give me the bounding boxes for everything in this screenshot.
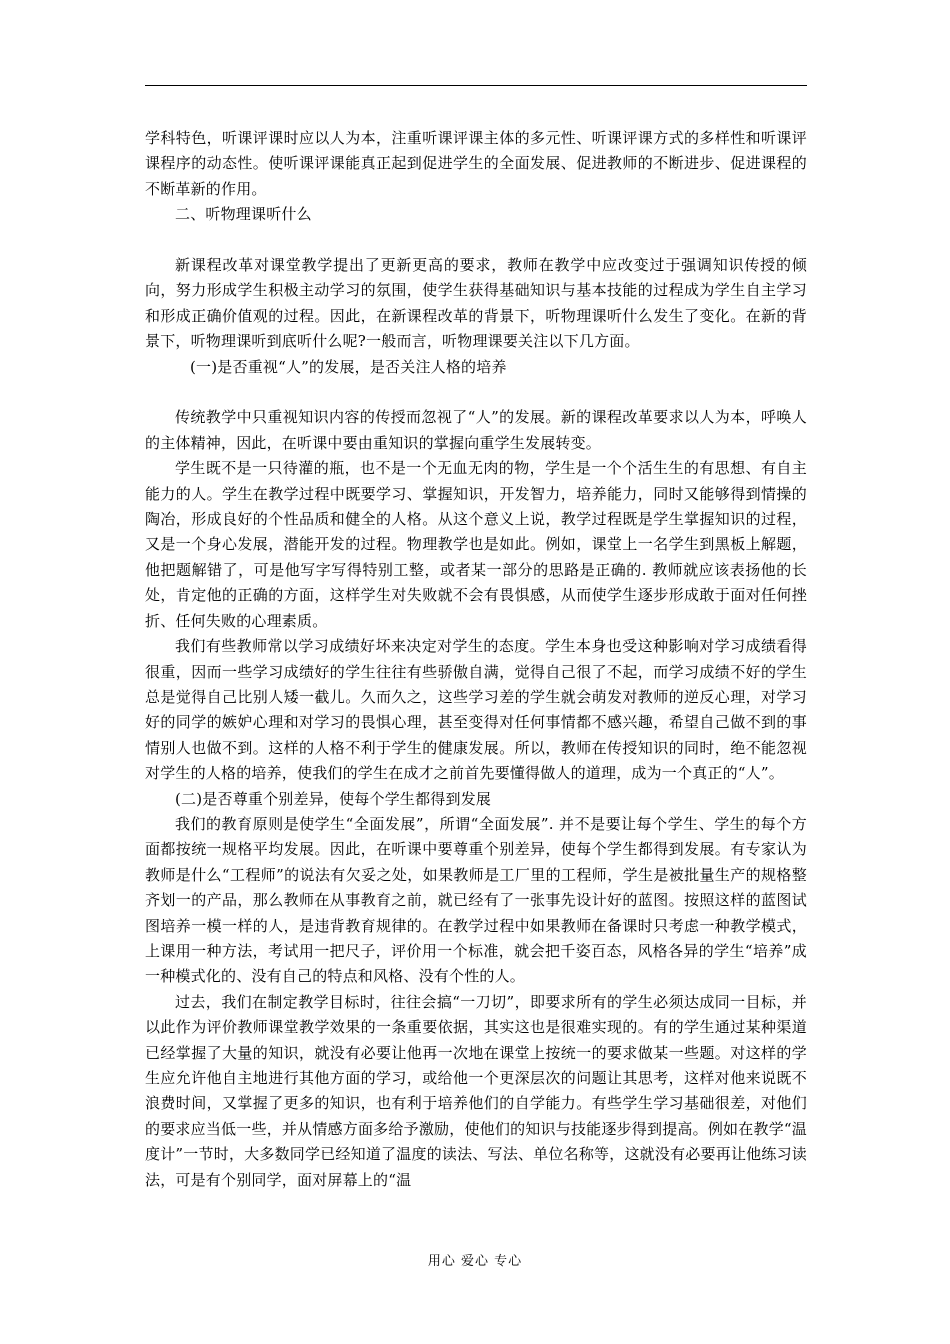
document-body — [145, 126, 807, 1193]
header-rule — [145, 85, 807, 86]
paragraph: 我们有些教师常以学习成绩好坏来决定对学生的态度。学生本身也受这种影响对学习成绩看得很重，因而一些学习成绩好的学生往往有些骄傲自满，觉得自己很了不起，而学习成绩不好的学生总是觉得自己比别人矮一截儿。久而久之，这些学习差的学生就会萌发对教师的逆反心理，对学习好的同学的嫉妒心理和对学习的畏惧心理，甚至变得对任何事情都不感兴趣，希望自己做不到的事情别人也做不到。这样的人格不利于学生的健康发展。所以，教师在传授知识的同时，绝不能忽视对学生的人格的培养，使我们的学生在成才之前首先要懂得做人的道理，成为一个真正的“人”。 — [145, 637, 807, 783]
paragraph: 过去，我们在制定教学目标时，往往会搞“一刀切”，即要求所有的学生必须达成同一目标，并以此作为评价教师课堂教学效果的一条重要依据，其实这也是很难实现的。有的学生通过某种渠道已经掌握了大量的知识，就没有必要让他再一次地在课堂上按统一的要求做某一些题。对这样的学生应允许他自主地进行其他方面的学习，或给他一个更深层次的问题让其思考，这样对他来说既不浪费时间，又掌握了更多的知识，也有利于培养他们的自学能力。有些学生学习基础很差，对他们的要求应当低一些，并从情感方面多给予激励，使他们的知识与技能逐步得到提高。例如在教学“温度计”一节时，大多数同学已经知道了温度的读法、写法、单位名称等，这就没有必要再让他练习读法，可是有个别同学，面对屏幕上的“温 — [145, 992, 807, 1189]
paragraph: 我们的教育原则是使学生“全面发展”，所谓“全面发展”. 并不是要让每个学生、学生的每个方面都按统一规格平均发展。因此，在听课中要尊重个别差异，使每个学生都得到发展。有专家认为教师是什么“工程师”的说法有欠妥之处，如果教师是工厂里的工程师，学生是被批量生产的规格整齐划一的产品，那么教师在从事教育之前，就已经有了一张事先设计好的蓝图。按照这样的蓝图试图培养一模一样的人，是违背教育规律的。在教学过程中如果教师在备课时只考虑一种教学模式，上课用一种方法，考试用一把尺子，评价用一个标准，就会把千姿百态，风格各异的学生“培养”成一种模式化的、没有自己的特点和风格、没有个性的人。 — [145, 814, 807, 986]
page-footer: 用心 爱心 专心 — [427, 1254, 523, 1269]
paragraph-intro: 新课程改革对课堂教学提出了更新更高的要求，教师在教学中应改变过于强调知识传授的倾向，努力形成学生积极主动学习的氛围，使学生获得基础知识与基本技能的过程成为学生自主学习和形成正确价值观的过程。因此，在新课程改革的背景下，听物理课听什么发生了变化。在新的背景下，听物理课听到底听什么呢?一般而言，听物理课要关注以下几方面。 — [145, 256, 807, 351]
blank-line — [145, 228, 807, 253]
subheading-2: (二)是否尊重个别差异，使每个学生都得到发展 — [175, 789, 492, 808]
paragraph-continued: 学科特色，听课评课时应以人为本，注重听课评课主体的多元性、听课评课方式的多样性和听课评课程序的动态性。使听课评课能真正起到促进学生的全面发展、促进教师的不断进步、促进课程的不断革新的作用。 — [145, 129, 807, 198]
paragraph: 学生既不是一只待灌的瓶，也不是一个无血无肉的物，学生是一个个活生生的有思想、有自主能力的人。学生在教学过程中既要学习、掌握知识，开发智力，培养能力，同时又能够得到情操的陶冶，形成良好的个性品质和健全的人格。从这个意义上说，教学过程既是学生掌握知识的过程，又是一个身心发展，潜能开发的过程。物理教学也是如此。例如，课堂上一名学生到黑板上解题，他把题解错了，可是他写字写得特别工整，或者某一部分的思路是正确的. 教师就应该表扬他的长处，肯定他的正确的方面，这样学生对失败就不会有畏惧感，从而使学生逐步形成敢于面对任何挫折、任何失败的心理素质。 — [145, 459, 807, 630]
paragraph: 传统教学中只重视知识内容的传授而忽视了“人”的发展。新的课程改革要求以人为本，呼唤人的主体精神，因此，在听课中要由重知识的掌握向重学生发展转变。 — [145, 408, 807, 452]
blank-line — [145, 380, 807, 405]
section-heading-2: 二、听物理课听什么 — [175, 205, 312, 224]
subheading-1: (一)是否重视“人”的发展，是否关注人格的培养 — [190, 357, 507, 376]
